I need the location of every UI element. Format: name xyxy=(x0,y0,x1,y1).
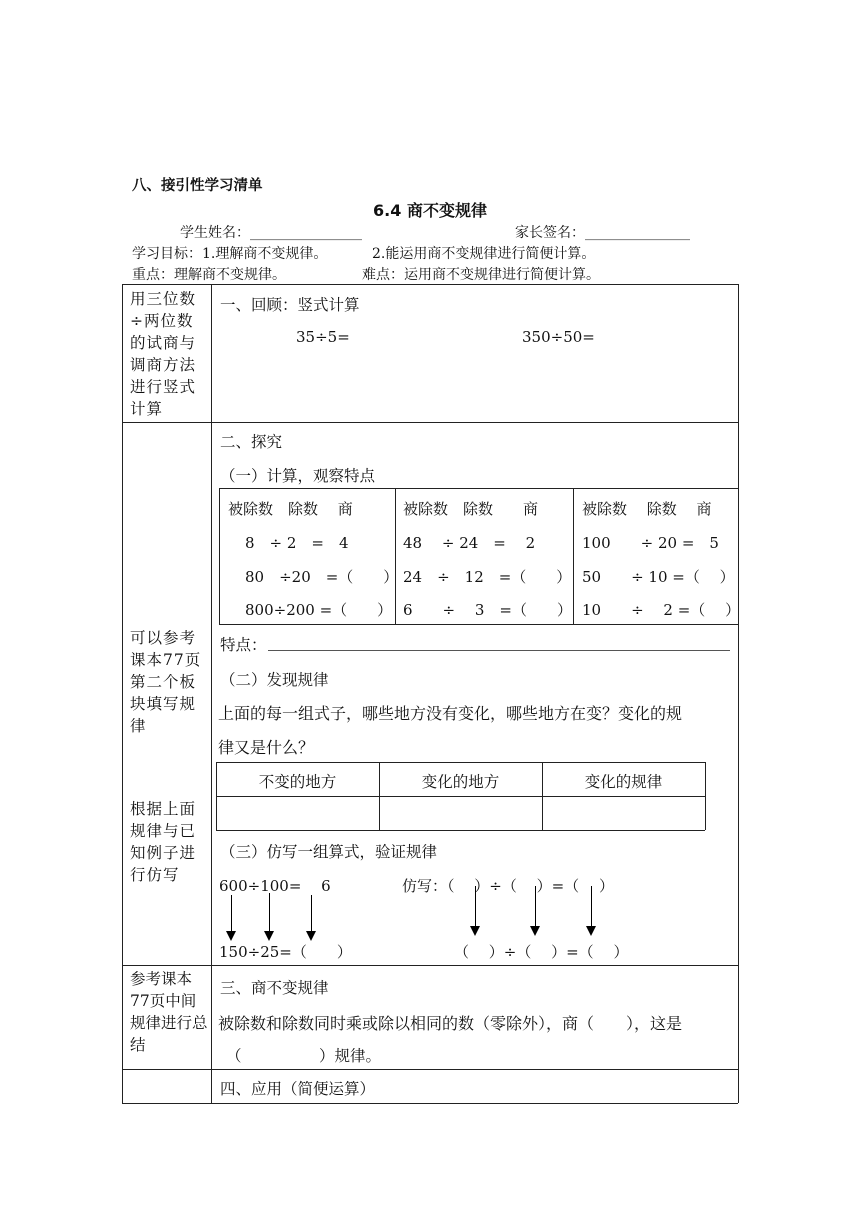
arrow-down-icon xyxy=(591,886,592,934)
question-line-1: 上面的每一组式子，哪些地方没有变化，哪些地方在变？变化的规 xyxy=(218,704,683,723)
question-line-2: 律又是什么？ xyxy=(218,738,315,757)
arrow-down-icon xyxy=(535,886,536,934)
rule-table-header-pattern: 变化的规律 xyxy=(584,773,663,791)
explore-sub3: （三）仿写一组算式，验证规律 xyxy=(220,843,438,861)
group-3-row-3[interactable]: 10 ÷ 2 =（ ） xyxy=(582,601,741,619)
group-2-row-1: 48 ÷ 24 = 2 xyxy=(403,534,536,552)
sidebar-note-review: 用三位数÷两位数的试商与调商方法进行竖式计算 xyxy=(130,290,197,418)
section-heading: 八、接引性学习清单 xyxy=(132,178,263,194)
review-problem-2: 350÷50= xyxy=(522,328,595,346)
difficult-point: 难点：运用商不变规律进行简便计算。 xyxy=(362,267,600,283)
group-3-row-1: 100 ÷ 20 = 5 xyxy=(582,534,719,552)
explore-heading: 二、探究 xyxy=(220,433,283,451)
learning-goals: 学习目标：1.理解商不变规律。 xyxy=(132,246,328,262)
example-equation-top: 600÷100= 6 xyxy=(219,877,331,895)
example-equation-bottom[interactable]: 150÷25=（ ） xyxy=(219,943,352,961)
group-2-row-2[interactable]: 24 ÷ 12 =（ ） xyxy=(403,568,572,586)
rule-line-1[interactable]: 被除数和除数同时乘或除以相同的数（零除外），商（ ），这是 xyxy=(218,1014,683,1033)
rule-line-2[interactable]: （ ）规律。 xyxy=(226,1047,382,1065)
imitate-equation-bottom[interactable]: （ ）÷（ ）=（ ） xyxy=(454,943,629,961)
review-problem-1: 35÷5= xyxy=(296,328,350,346)
group-3-row-2[interactable]: 50 ÷ 10 =（ ） xyxy=(582,568,735,586)
rule-table-cell-unchanged[interactable] xyxy=(217,797,378,829)
sidebar-note-imitate: 根据上面规律与已知例子进行仿写 xyxy=(130,800,197,884)
sidebar-note-summary: 参考课本77页中间规律进行总结 xyxy=(130,970,208,1054)
group-2-header: 被除数 除数 商 xyxy=(403,500,539,518)
page-title: 6.4 商不变规律 xyxy=(373,201,487,220)
group-1-row-1: 8 ÷ 2 = 4 xyxy=(245,534,349,552)
group-2-row-3[interactable]: 6 ÷ 3 =（ ） xyxy=(403,601,572,619)
arrow-down-icon xyxy=(231,895,232,939)
explore-sub2: （二）发现规律 xyxy=(220,671,329,689)
imitate-equation-top[interactable]: 仿写：（ ）÷（ ）=（ ） xyxy=(402,877,614,895)
student-name-field[interactable]: 学生姓名：________________ xyxy=(180,225,362,241)
apply-heading: 四、应用（简便运算） xyxy=(220,1080,376,1098)
rule-table-header-changed: 变化的地方 xyxy=(421,773,500,791)
group-1-row-3[interactable]: 800÷200 =（ ） xyxy=(245,601,393,619)
group-1-row-2[interactable]: 80 ÷20 =（ ） xyxy=(245,568,399,586)
group-3-header: 被除数 除数 商 xyxy=(582,500,712,518)
key-point: 重点：理解商不变规律。 xyxy=(132,267,286,283)
arrow-down-icon xyxy=(311,895,312,939)
arrow-down-icon xyxy=(475,886,476,934)
rule-table-cell-pattern[interactable] xyxy=(543,797,704,829)
sidebar-note-rule: 可以参考课本77页第二个板块填写规律 xyxy=(130,629,202,735)
rule-table-cell-changed[interactable] xyxy=(380,797,541,829)
parent-sign-field[interactable]: 家长签名：_______________ xyxy=(515,225,690,241)
group-1-header: 被除数 除数 商 xyxy=(228,500,353,518)
review-heading: 一、回顾：竖式计算 xyxy=(220,296,360,314)
learning-goals-2: 2.能运用商不变规律进行简便计算。 xyxy=(372,246,596,262)
feature-label: 特点： xyxy=(220,636,267,654)
explore-sub1: （一）计算，观察特点 xyxy=(220,467,376,485)
feature-answer-line[interactable] xyxy=(268,650,730,651)
arrow-down-icon xyxy=(269,893,270,939)
rule-heading: 三、商不变规律 xyxy=(220,979,329,997)
rule-table-header-unchanged: 不变的地方 xyxy=(258,773,337,791)
